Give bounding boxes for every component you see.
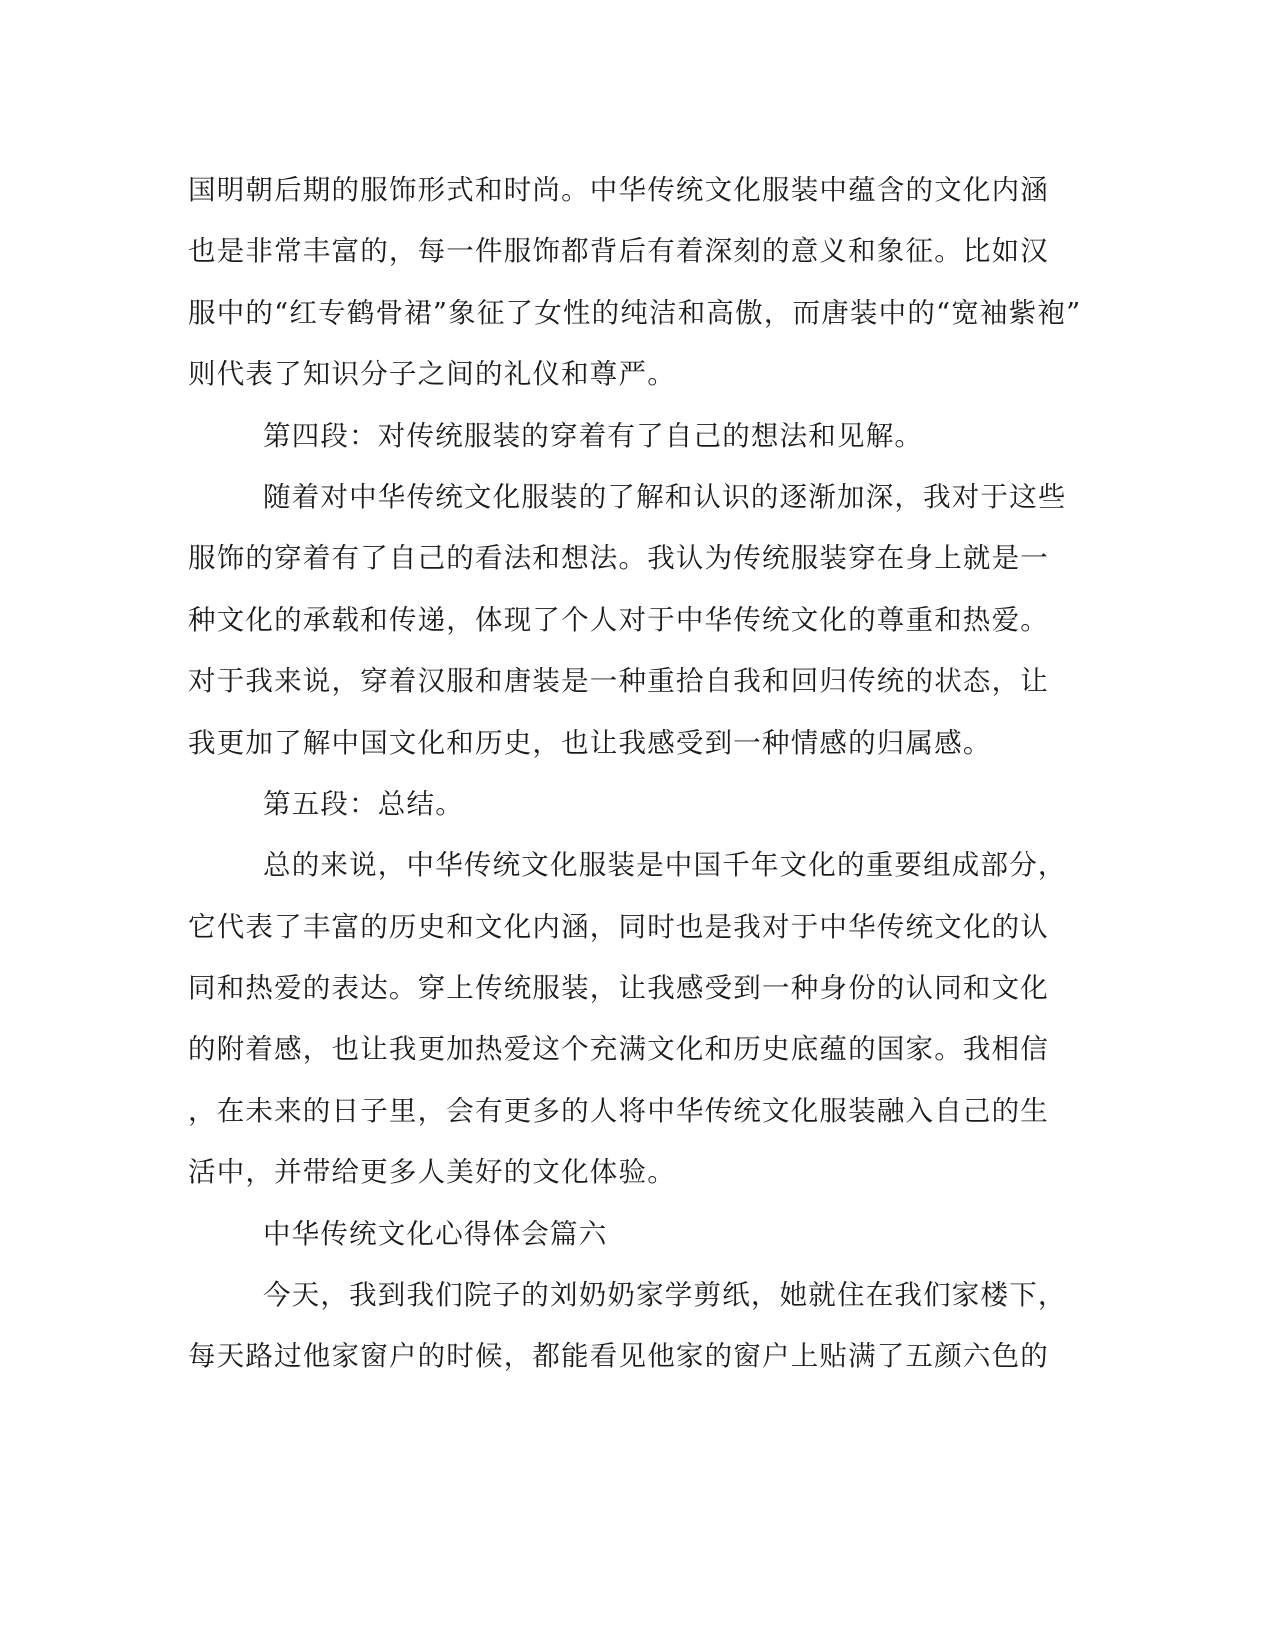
text-line: 对于我来说，穿着汉服和唐装是一种重拾自我和回归传统的状态，让 — [188, 665, 1049, 698]
text-line: 今天，我到我们院子的刘奶奶家学剪纸，她就住在我们家楼下， — [263, 1279, 1067, 1312]
text-line: 则代表了知识分子之间的礼仪和尊严。 — [188, 358, 676, 391]
text-line: 我更加了解中国文化和历史，也让我感受到一种情感的归属感。 — [188, 726, 992, 759]
text-line: 服饰的穿着有了自己的看法和想法。我认为传统服装穿在身上就是一 — [188, 542, 1049, 575]
text-line: 总的来说，中华传统文化服装是中国千年文化的重要组成部分， — [263, 849, 1067, 882]
text-line: 种文化的承载和传递，体现了个人对于中华传统文化的尊重和热爱。 — [188, 603, 1049, 636]
text-line: ，在未来的日子里，会有更多的人将中华传统文化服装融入自己的生 — [188, 1094, 1049, 1127]
text-line: 也是非常丰富的，每一件服饰都背后有着深刻的意义和象征。比如汉 — [188, 235, 1049, 268]
text-line: 国明朝后期的服饰形式和时尚。中华传统文化服装中蕴含的文化内涵 — [188, 174, 1049, 206]
article-title: 中华传统文化心得体会篇六 — [263, 1217, 608, 1250]
text-line: 它代表了丰富的历史和文化内涵，同时也是我对于中华传统文化的认 — [188, 910, 1049, 943]
section-heading: 第五段：总结。 — [263, 787, 464, 820]
text-line: 随着对中华传统文化服装的了解和认识的逐渐加深，我对于这些 — [263, 480, 1067, 513]
document-body — [188, 160, 1088, 1388]
section-heading: 第四段：对传统服装的穿着有了自己的想法和见解。 — [263, 419, 924, 452]
text-line: 活中，并带给更多人美好的文化体验。 — [188, 1156, 676, 1189]
text-line: 的附着感，也让我更加热爱这个充满文化和历史底蕴的国家。我相信 — [188, 1033, 1049, 1066]
text-line: 服中的“红专鹤骨裙”象征了女性的纯洁和高傲，而唐装中的“宽袖紫袍” — [188, 296, 1082, 329]
text-line: 每天路过他家窗户的时候，都能看见他家的窗户上贴满了五颜六色的 — [188, 1340, 1049, 1373]
text-line: 同和热爱的表达。穿上传统服装，让我感受到一种身份的认同和文化 — [188, 972, 1049, 1005]
